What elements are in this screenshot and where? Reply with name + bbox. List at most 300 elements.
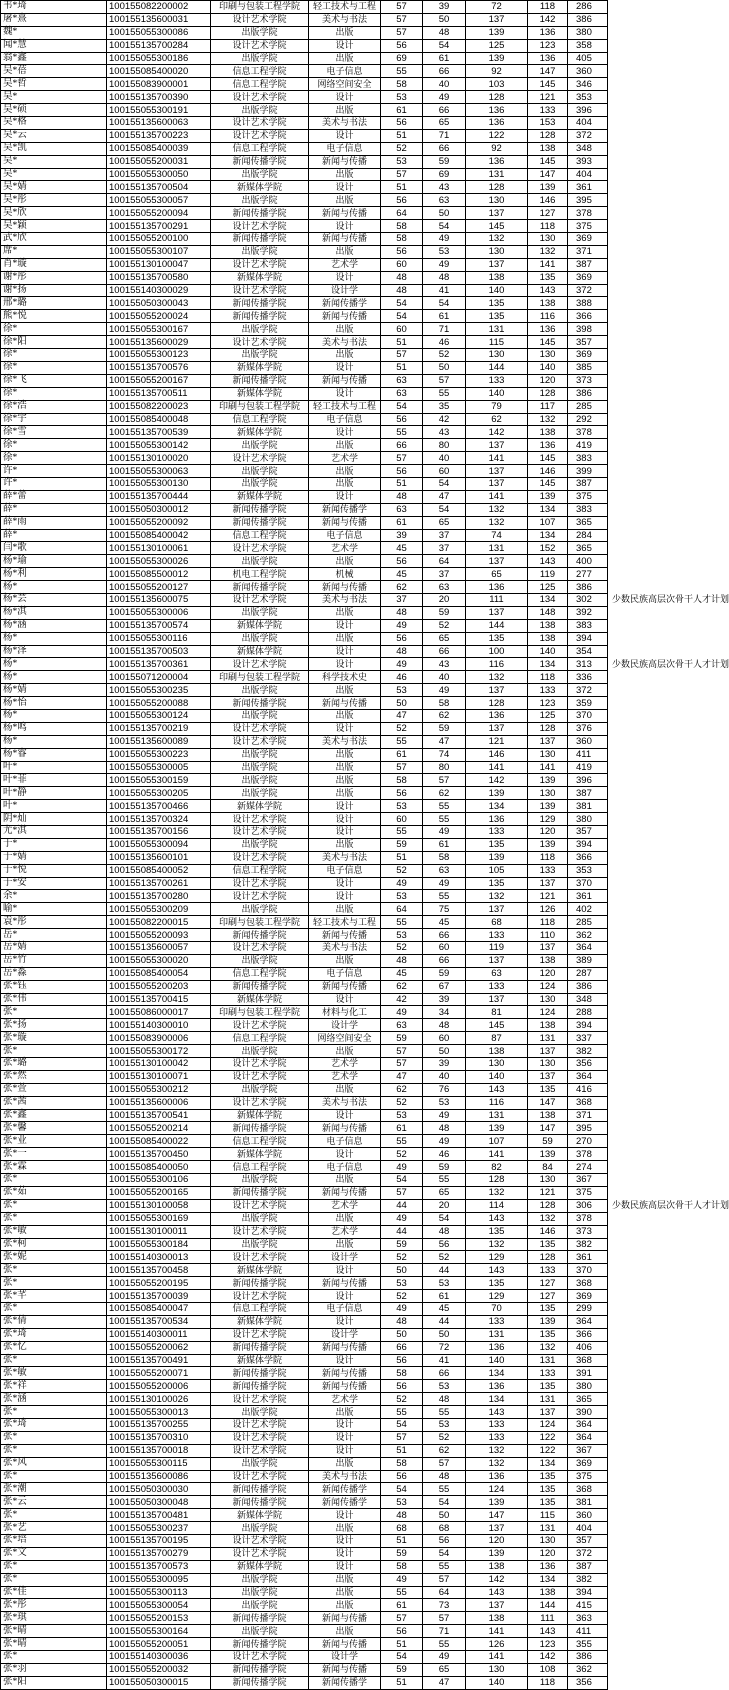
total-score-cell: 368 [568, 1277, 608, 1290]
student-name-cell: 杨* [1, 735, 107, 748]
foreign-language-score-cell: 66 [423, 104, 466, 117]
table-row [1, 142, 675, 155]
subject-one-score-cell: 132 [466, 1457, 528, 1470]
major-cell: 材料与化工 [309, 1006, 381, 1019]
subject-one-score-cell: 121 [466, 735, 528, 748]
college-cell: 新闻传播学院 [211, 297, 309, 310]
exam-number-cell: 100155055300142 [107, 439, 211, 452]
total-score-cell: 370 [568, 877, 608, 890]
foreign-language-score-cell: 66 [423, 1367, 466, 1380]
exam-number-cell: 100155055200165 [107, 1186, 211, 1199]
student-name-cell: 张*鑫 [1, 1109, 107, 1122]
subject-one-score-cell: 132 [466, 516, 528, 529]
major-cell: 设计 [309, 877, 381, 890]
subject-one-score-cell: 143 [466, 1586, 528, 1599]
college-cell: 出版学院 [211, 1586, 309, 1599]
total-score-cell: 371 [568, 1109, 608, 1122]
table-row [1, 1496, 675, 1509]
politics-score-cell: 58 [381, 1457, 423, 1470]
major-cell: 新闻与传播 [309, 1341, 381, 1354]
total-score-cell: 387 [568, 477, 608, 490]
exam-number-cell: 100155135700576 [107, 361, 211, 374]
politics-score-cell: 52 [381, 1148, 423, 1161]
major-cell: 艺术学 [309, 1393, 381, 1406]
major-cell: 出版 [309, 684, 381, 697]
remark-cell [608, 117, 675, 130]
student-name-cell: 张*文 [1, 1547, 107, 1560]
subject-one-score-cell: 107 [466, 1135, 528, 1148]
politics-score-cell: 55 [381, 826, 423, 839]
college-cell: 新媒体学院 [211, 387, 309, 400]
total-score-cell: 378 [568, 1148, 608, 1161]
foreign-language-score-cell: 75 [423, 903, 466, 916]
exam-number-cell: 100155055200153 [107, 1612, 211, 1625]
student-name-cell: 徐* [1, 361, 107, 374]
subject-two-score-cell: 120 [528, 826, 568, 839]
subject-two-score-cell: 141 [528, 761, 568, 774]
table-row [1, 929, 675, 942]
foreign-language-score-cell: 40 [423, 1070, 466, 1083]
subject-one-score-cell: 126 [466, 1638, 528, 1651]
student-name-cell: 吴*彤 [1, 194, 107, 207]
politics-score-cell: 49 [381, 1006, 423, 1019]
college-cell: 信息工程学院 [211, 1161, 309, 1174]
total-score-cell: 402 [568, 903, 608, 916]
total-score-cell: 388 [568, 297, 608, 310]
foreign-language-score-cell: 71 [423, 323, 466, 336]
exam-number-cell: 100155055300184 [107, 1238, 211, 1251]
foreign-language-score-cell: 39 [423, 1058, 466, 1071]
college-cell: 印刷与包装工程学院 [211, 916, 309, 929]
subject-one-score-cell: 100 [466, 645, 528, 658]
student-name-cell: 吴*凯 [1, 142, 107, 155]
student-name-cell: 杨*怡 [1, 697, 107, 710]
foreign-language-score-cell: 43 [423, 658, 466, 671]
subject-two-score-cell: 137 [528, 1045, 568, 1058]
remark-cell [608, 864, 675, 877]
student-name-cell: 于* [1, 838, 107, 851]
student-name-cell: 徐*浩 [1, 400, 107, 413]
student-name-cell: 于*婧 [1, 851, 107, 864]
foreign-language-score-cell: 54 [423, 1547, 466, 1560]
subject-two-score-cell: 136 [528, 52, 568, 65]
table-row [1, 1431, 675, 1444]
politics-score-cell: 56 [381, 413, 423, 426]
table-row [1, 1122, 675, 1135]
table-row [1, 349, 675, 362]
exam-number-cell: 100155135700018 [107, 1444, 211, 1457]
total-score-cell: 302 [568, 593, 608, 606]
college-cell: 出版学院 [211, 104, 309, 117]
table-row [1, 168, 675, 181]
exam-number-cell: 100155055200032 [107, 1663, 211, 1676]
remark-cell [608, 1457, 675, 1470]
table-row [1, 1663, 675, 1676]
college-cell: 出版学院 [211, 774, 309, 787]
exam-number-cell: 100155135700415 [107, 993, 211, 1006]
politics-score-cell: 58 [381, 1367, 423, 1380]
college-cell: 信息工程学院 [211, 529, 309, 542]
subject-two-score-cell: 138 [528, 632, 568, 645]
politics-score-cell: 49 [381, 1573, 423, 1586]
total-score-cell: 387 [568, 258, 608, 271]
remark-cell [608, 336, 675, 349]
subject-two-score-cell: 133 [528, 684, 568, 697]
subject-two-score-cell: 147 [528, 168, 568, 181]
foreign-language-score-cell: 48 [423, 1393, 466, 1406]
total-score-cell: 356 [568, 1058, 608, 1071]
total-score-cell: 365 [568, 1393, 608, 1406]
major-cell: 美术与书法 [309, 1096, 381, 1109]
politics-score-cell: 52 [381, 1251, 423, 1264]
politics-score-cell: 58 [381, 78, 423, 91]
remark-cell [608, 52, 675, 65]
exam-number-cell: 100155135700223 [107, 129, 211, 142]
total-score-cell: 373 [568, 374, 608, 387]
remark-cell [608, 1354, 675, 1367]
subject-one-score-cell: 140 [466, 1070, 528, 1083]
college-cell: 出版学院 [211, 787, 309, 800]
total-score-cell: 368 [568, 1483, 608, 1496]
subject-one-score-cell: 139 [466, 26, 528, 39]
politics-score-cell: 59 [381, 838, 423, 851]
exam-number-cell: 100155050300015 [107, 1676, 211, 1689]
remark-cell [608, 1251, 675, 1264]
total-score-cell: 363 [568, 1612, 608, 1625]
exam-number-cell: 100155135700279 [107, 1547, 211, 1560]
college-cell: 新媒体学院 [211, 645, 309, 658]
student-name-cell: 吴*哲 [1, 78, 107, 91]
college-cell: 设计艺术学院 [211, 1199, 309, 1212]
foreign-language-score-cell: 80 [423, 439, 466, 452]
exam-number-cell: 100155135700261 [107, 877, 211, 890]
subject-one-score-cell: 128 [466, 1174, 528, 1187]
college-cell: 信息工程学院 [211, 65, 309, 78]
foreign-language-score-cell: 48 [423, 1122, 466, 1135]
student-name-cell: 张*祥 [1, 1380, 107, 1393]
college-cell: 设计艺术学院 [211, 1290, 309, 1303]
exam-number-cell: 100155050300030 [107, 1483, 211, 1496]
total-score-cell: 337 [568, 1032, 608, 1045]
politics-score-cell: 54 [381, 297, 423, 310]
remark-cell [608, 297, 675, 310]
total-score-cell: 371 [568, 245, 608, 258]
subject-one-score-cell: 63 [466, 967, 528, 980]
college-cell: 新闻传播学院 [211, 581, 309, 594]
major-cell: 新闻与传播 [309, 1663, 381, 1676]
college-cell: 新闻传播学院 [211, 1186, 309, 1199]
major-cell: 设计 [309, 426, 381, 439]
subject-two-score-cell: 152 [528, 542, 568, 555]
foreign-language-score-cell: 35 [423, 400, 466, 413]
foreign-language-score-cell: 39 [423, 993, 466, 1006]
total-score-cell: 381 [568, 1496, 608, 1509]
politics-score-cell: 48 [381, 645, 423, 658]
subject-two-score-cell: 137 [528, 1406, 568, 1419]
table-row [1, 1238, 675, 1251]
subject-one-score-cell: 114 [466, 1199, 528, 1212]
remark-cell [608, 1651, 675, 1664]
politics-score-cell: 68 [381, 1522, 423, 1535]
college-cell: 设计艺术学院 [211, 735, 309, 748]
college-cell: 设计艺术学院 [211, 1431, 309, 1444]
exam-number-cell: 100155055200203 [107, 980, 211, 993]
table-row [1, 542, 675, 555]
politics-score-cell: 55 [381, 1406, 423, 1419]
remark-cell [608, 1212, 675, 1225]
major-cell: 新闻与传播 [309, 1380, 381, 1393]
politics-score-cell: 54 [381, 1651, 423, 1664]
politics-score-cell: 61 [381, 1122, 423, 1135]
politics-score-cell: 57 [381, 1612, 423, 1625]
table-row [1, 1302, 675, 1315]
subject-one-score-cell: 139 [466, 787, 528, 800]
subject-two-score-cell: 115 [528, 1509, 568, 1522]
subject-two-score-cell: 121 [528, 890, 568, 903]
exam-number-cell: 100155055300005 [107, 761, 211, 774]
total-score-cell: 306 [568, 1199, 608, 1212]
remark-cell [608, 1534, 675, 1547]
college-cell: 新闻传播学院 [211, 1122, 309, 1135]
table-row [1, 1483, 675, 1496]
exam-number-cell: 100155055300013 [107, 1406, 211, 1419]
foreign-language-score-cell: 59 [423, 1161, 466, 1174]
politics-score-cell: 45 [381, 542, 423, 555]
politics-score-cell: 53 [381, 800, 423, 813]
student-name-cell: 张* [1, 1199, 107, 1212]
college-cell: 新媒体学院 [211, 1509, 309, 1522]
remark-cell [608, 1174, 675, 1187]
student-name-cell: 张*彤 [1, 1599, 107, 1612]
subject-one-score-cell: 137 [466, 954, 528, 967]
student-name-cell: 岳*婧 [1, 942, 107, 955]
total-score-cell: 400 [568, 555, 608, 568]
exam-number-cell: 100155135600057 [107, 942, 211, 955]
foreign-language-score-cell: 41 [423, 284, 466, 297]
politics-score-cell: 51 [381, 477, 423, 490]
college-cell: 设计艺术学院 [211, 336, 309, 349]
major-cell: 出版 [309, 1406, 381, 1419]
student-name-cell: 张*倩 [1, 1315, 107, 1328]
politics-score-cell: 50 [381, 1264, 423, 1277]
politics-score-cell: 62 [381, 980, 423, 993]
foreign-language-score-cell: 57 [423, 774, 466, 787]
total-score-cell: 383 [568, 619, 608, 632]
subject-two-score-cell: 132 [528, 1341, 568, 1354]
politics-score-cell: 48 [381, 490, 423, 503]
major-cell: 电子信息 [309, 967, 381, 980]
student-name-cell: 闫*歌 [1, 542, 107, 555]
table-row [1, 1070, 675, 1083]
total-score-cell: 357 [568, 826, 608, 839]
college-cell: 印刷与包装工程学院 [211, 400, 309, 413]
foreign-language-score-cell: 37 [423, 529, 466, 542]
exam-number-cell: 100155085400052 [107, 864, 211, 877]
major-cell: 设计 [309, 220, 381, 233]
table-row [1, 413, 675, 426]
subject-two-score-cell: 122 [528, 1444, 568, 1457]
subject-two-score-cell: 138 [528, 297, 568, 310]
major-cell: 出版 [309, 1045, 381, 1058]
foreign-language-score-cell: 59 [423, 155, 466, 168]
subject-two-score-cell: 139 [528, 774, 568, 787]
foreign-language-score-cell: 60 [423, 465, 466, 478]
total-score-cell: 419 [568, 439, 608, 452]
exam-number-cell: 100155135700324 [107, 813, 211, 826]
total-score-cell: 292 [568, 413, 608, 426]
table-row [1, 1651, 675, 1664]
major-cell: 设计学 [309, 1328, 381, 1341]
remark-cell [608, 1070, 675, 1083]
politics-score-cell: 56 [381, 39, 423, 52]
college-cell: 设计艺术学院 [211, 1225, 309, 1238]
major-cell: 设计 [309, 1418, 381, 1431]
student-name-cell: 张*佳 [1, 1586, 107, 1599]
foreign-language-score-cell: 56 [423, 1534, 466, 1547]
remark-cell [608, 1302, 675, 1315]
total-score-cell: 274 [568, 1161, 608, 1174]
student-name-cell: 张*一 [1, 1148, 107, 1161]
table-row [1, 1560, 675, 1573]
total-score-cell: 369 [568, 349, 608, 362]
table-row [1, 1676, 675, 1689]
exam-number-cell: 100155085400039 [107, 142, 211, 155]
student-name-cell: 张*琦 [1, 1418, 107, 1431]
total-score-cell: 380 [568, 813, 608, 826]
table-row [1, 13, 675, 26]
politics-score-cell: 59 [381, 1663, 423, 1676]
exam-number-cell: 100155055300054 [107, 1599, 211, 1612]
remark-cell [608, 1032, 675, 1045]
student-name-cell: 叶*静 [1, 787, 107, 800]
total-score-cell: 369 [568, 271, 608, 284]
table-row [1, 529, 675, 542]
foreign-language-score-cell: 43 [423, 426, 466, 439]
foreign-language-score-cell: 53 [423, 245, 466, 258]
subject-two-score-cell: 131 [528, 1354, 568, 1367]
foreign-language-score-cell: 65 [423, 1663, 466, 1676]
foreign-language-score-cell: 60 [423, 942, 466, 955]
remark-cell [608, 684, 675, 697]
politics-score-cell: 48 [381, 606, 423, 619]
table-row [1, 1006, 675, 1019]
total-score-cell: 277 [568, 568, 608, 581]
subject-two-score-cell: 130 [528, 1534, 568, 1547]
subject-one-score-cell: 74 [466, 529, 528, 542]
table-row [1, 632, 675, 645]
subject-one-score-cell: 139 [466, 52, 528, 65]
foreign-language-score-cell: 42 [423, 413, 466, 426]
remark-cell [608, 387, 675, 400]
remark-cell [608, 1496, 675, 1509]
foreign-language-score-cell: 53 [423, 1096, 466, 1109]
foreign-language-score-cell: 66 [423, 954, 466, 967]
subject-one-score-cell: 132 [466, 890, 528, 903]
student-name-cell: 徐*雪 [1, 426, 107, 439]
subject-one-score-cell: 136 [466, 104, 528, 117]
remark-cell [608, 748, 675, 761]
major-cell: 设计 [309, 490, 381, 503]
exam-number-cell: 100155135700466 [107, 800, 211, 813]
table-row [1, 606, 675, 619]
college-cell: 出版学院 [211, 349, 309, 362]
subject-two-score-cell: 118 [528, 1676, 568, 1689]
total-score-cell: 285 [568, 400, 608, 413]
table-row [1, 581, 675, 594]
exam-number-cell: 100155135700491 [107, 1354, 211, 1367]
major-cell: 新闻与传播 [309, 207, 381, 220]
exam-number-cell: 100155055300212 [107, 1083, 211, 1096]
foreign-language-score-cell: 60 [423, 1032, 466, 1045]
remark-cell [608, 645, 675, 658]
major-cell: 出版 [309, 1522, 381, 1535]
subject-two-score-cell: 118 [528, 916, 568, 929]
foreign-language-score-cell: 57 [423, 1457, 466, 1470]
remark-cell [608, 207, 675, 220]
total-score-cell: 288 [568, 1006, 608, 1019]
major-cell: 出版 [309, 1238, 381, 1251]
politics-score-cell: 55 [381, 65, 423, 78]
subject-two-score-cell: 59 [528, 1135, 568, 1148]
total-score-cell: 285 [568, 916, 608, 929]
subject-one-score-cell: 133 [466, 980, 528, 993]
foreign-language-score-cell: 68 [423, 1522, 466, 1535]
foreign-language-score-cell: 55 [423, 1560, 466, 1573]
subject-one-score-cell: 141 [466, 761, 528, 774]
subject-two-score-cell: 136 [528, 26, 568, 39]
subject-one-score-cell: 133 [466, 1315, 528, 1328]
major-cell: 设计 [309, 1560, 381, 1573]
table-row [1, 439, 675, 452]
table-row [1, 980, 675, 993]
total-score-cell: 415 [568, 1599, 608, 1612]
exam-number-cell: 100155055200051 [107, 1638, 211, 1651]
remark-cell [608, 993, 675, 1006]
subject-one-score-cell: 129 [466, 1251, 528, 1264]
table-row [1, 323, 675, 336]
table-row [1, 1290, 675, 1303]
student-name-cell: 许* [1, 465, 107, 478]
major-cell: 设计 [309, 1264, 381, 1277]
remark-cell [608, 1509, 675, 1522]
remark-cell [608, 1290, 675, 1303]
politics-score-cell: 56 [381, 117, 423, 130]
major-cell: 出版 [309, 26, 381, 39]
exam-number-cell: 100155135700574 [107, 619, 211, 632]
table-row [1, 709, 675, 722]
subject-one-score-cell: 147 [466, 1509, 528, 1522]
total-score-cell: 394 [568, 1586, 608, 1599]
subject-one-score-cell: 142 [466, 1573, 528, 1586]
college-cell: 新闻传播学院 [211, 1663, 309, 1676]
exam-number-cell: 100155055300237 [107, 1522, 211, 1535]
table-row [1, 555, 675, 568]
politics-score-cell: 54 [381, 400, 423, 413]
subject-two-score-cell: 145 [528, 78, 568, 91]
total-score-cell: 398 [568, 323, 608, 336]
student-name-cell: 杨*泽 [1, 645, 107, 658]
table-row [1, 1509, 675, 1522]
remark-cell [608, 490, 675, 503]
total-score-cell: 394 [568, 632, 608, 645]
remark-cell [608, 142, 675, 155]
subject-two-score-cell: 145 [528, 477, 568, 490]
table-row [1, 903, 675, 916]
exam-number-cell: 100155055200195 [107, 1277, 211, 1290]
student-name-cell: 杨*淇 [1, 606, 107, 619]
subject-one-score-cell: 116 [466, 658, 528, 671]
subject-one-score-cell: 120 [466, 1534, 528, 1547]
